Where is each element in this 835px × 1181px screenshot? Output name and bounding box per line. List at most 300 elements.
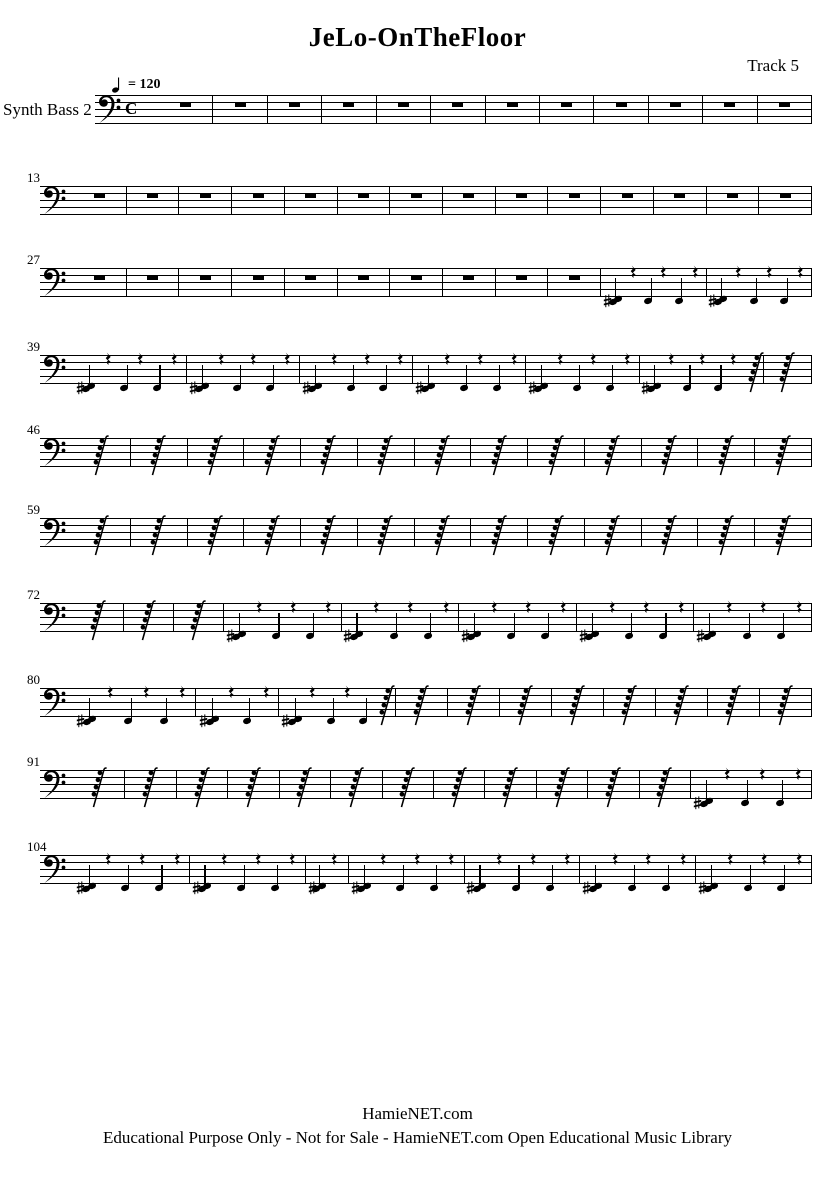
quarter-rest-icon [680, 852, 687, 867]
stem [782, 780, 783, 802]
measure [190, 841, 306, 905]
measure [601, 254, 706, 318]
measure [244, 424, 301, 488]
quarter-note [625, 589, 639, 653]
tremolo-rest-icon [263, 431, 281, 476]
staff-line [40, 841, 812, 905]
chord-note [206, 674, 220, 738]
tremolo-rest-icon [141, 763, 159, 808]
stem [750, 865, 751, 887]
measure-number: 27 [27, 252, 40, 267]
measure [396, 674, 448, 738]
bass-clef-icon [41, 854, 67, 884]
measure-number: 91 [27, 754, 40, 769]
barline [811, 186, 812, 215]
quarter-rest-icon [630, 265, 637, 280]
whole-rest-icon [727, 194, 738, 199]
quarter-note [359, 674, 373, 738]
quarter-rest-icon [364, 352, 371, 367]
measure [696, 841, 812, 905]
quarter-rest-icon [344, 685, 351, 700]
measure [459, 589, 577, 653]
bass-clef-icon [41, 185, 67, 215]
stem [721, 278, 722, 301]
chord-note [700, 756, 714, 820]
quarter-rest-icon [760, 600, 767, 615]
tremolo-rest-icon [490, 431, 508, 476]
quarter-note [124, 674, 138, 738]
measure [760, 674, 812, 738]
barline [811, 268, 812, 297]
stem [466, 365, 467, 387]
barline [811, 518, 812, 547]
measure [415, 424, 472, 488]
tremolo-rest-icon [604, 763, 622, 808]
stem [651, 278, 652, 300]
tremolo-rest-icon [747, 348, 765, 393]
measure [232, 254, 285, 318]
measures [74, 424, 812, 488]
quarter-note [460, 341, 474, 405]
measure [124, 589, 174, 653]
whole-rest-icon [622, 194, 633, 199]
measure [306, 841, 349, 905]
measure [601, 172, 654, 236]
quarter-note [233, 341, 247, 405]
measure [285, 172, 338, 236]
tremolo-rest-icon [398, 763, 416, 808]
whole-rest-icon [180, 103, 191, 108]
stem [249, 698, 250, 720]
measure [74, 341, 187, 405]
whole-rest-icon [147, 276, 158, 281]
tremolo-rest-icon [501, 763, 519, 808]
quarter-note [644, 254, 658, 318]
measure [301, 424, 358, 488]
quarter-rest-icon [407, 600, 414, 615]
quarter-note [243, 674, 257, 738]
measure [431, 81, 485, 145]
tremolo-rest-icon [320, 431, 338, 476]
measure [443, 254, 496, 318]
tremolo-rest-icon [568, 681, 586, 726]
stem [579, 365, 580, 387]
quarter-note [776, 756, 790, 820]
measures [74, 589, 812, 653]
stem [631, 613, 632, 635]
quarter-rest-icon [727, 852, 734, 867]
measure [698, 504, 755, 568]
measure-number: 59 [27, 502, 40, 517]
measure [642, 504, 699, 568]
quarter-rest-icon [660, 265, 667, 280]
measure [74, 589, 124, 653]
stem [787, 278, 788, 300]
quarter-note [347, 341, 361, 405]
measure [764, 341, 812, 405]
tremolo-rest-icon [603, 511, 621, 556]
quarter-note [120, 341, 134, 405]
quarter-note [541, 589, 555, 653]
quarter-note [379, 341, 393, 405]
quarter-rest-icon [735, 265, 742, 280]
tremolo-rest-icon [412, 681, 430, 726]
barline [811, 355, 812, 384]
quarter-rest-icon [107, 685, 114, 700]
quarter-rest-icon [414, 852, 421, 867]
measure-number: 13 [27, 170, 40, 185]
measure-number: 104 [27, 839, 47, 854]
measure [127, 172, 180, 236]
measure [485, 756, 536, 820]
quarter-rest-icon [726, 600, 733, 615]
measure [174, 589, 224, 653]
whole-rest-icon [200, 194, 211, 199]
stem [552, 865, 553, 887]
quarter-rest-icon [678, 600, 685, 615]
tremolo-rest-icon [655, 763, 673, 808]
stem [127, 365, 128, 387]
chord-note [357, 841, 371, 905]
measure [74, 172, 127, 236]
staff-line [40, 756, 812, 820]
whole-rest-icon [463, 194, 474, 199]
tremolo-rest-icon [774, 431, 792, 476]
quarter-rest-icon [309, 685, 316, 700]
stem [240, 365, 241, 387]
barline [811, 770, 812, 799]
quarter-rest-icon [174, 852, 181, 867]
tremolo-rest-icon [92, 511, 110, 556]
measure [642, 424, 699, 488]
quarter-rest-icon [477, 352, 484, 367]
whole-rest-icon [305, 194, 316, 199]
staff-line [40, 589, 812, 653]
quarter-rest-icon [143, 685, 150, 700]
measure [390, 254, 443, 318]
quarter-note [512, 841, 526, 905]
stem [615, 278, 616, 301]
stem [319, 865, 320, 888]
quarter-rest-icon [511, 352, 518, 367]
whole-rest-icon [147, 194, 158, 199]
quarter-note [237, 841, 251, 905]
chord-note [82, 341, 96, 405]
stem [273, 365, 274, 387]
measure [179, 172, 232, 236]
bass-clef-icon [41, 267, 67, 297]
measures [74, 341, 812, 405]
time-signature: C [125, 99, 138, 118]
measures [74, 504, 812, 568]
measure [268, 81, 322, 145]
stem [612, 365, 613, 387]
measure [471, 504, 528, 568]
tremolo-rest-icon [547, 431, 565, 476]
quarter-note [155, 841, 169, 905]
measure [654, 172, 707, 236]
measure [177, 756, 228, 820]
whole-rest-icon [200, 276, 211, 281]
tremolo-rest-icon [620, 681, 638, 726]
measure [358, 504, 415, 568]
stem [166, 698, 167, 720]
stem [518, 865, 519, 887]
whole-rest-icon [411, 194, 422, 199]
bass-clef-icon [41, 769, 67, 799]
measure-number: 39 [27, 339, 40, 354]
quarter-note [744, 841, 758, 905]
whole-rest-icon [358, 194, 369, 199]
barline [811, 95, 812, 124]
measure [300, 341, 413, 405]
tremolo-rest-icon [433, 431, 451, 476]
stem [592, 613, 593, 636]
quarter-rest-icon [759, 767, 766, 782]
measure [537, 756, 588, 820]
tremolo-rest-icon [295, 763, 313, 808]
quarter-note [271, 841, 285, 905]
tremolo-rest-icon [450, 763, 468, 808]
quarter-note [266, 341, 280, 405]
tremolo-rest-icon [92, 431, 110, 476]
tremolo-rest-icon [516, 681, 534, 726]
stem [396, 613, 397, 635]
chord-note [714, 254, 728, 318]
tremolo-rest-icon [672, 681, 690, 726]
whole-rest-icon [569, 276, 580, 281]
measure [448, 674, 500, 738]
tremolo-rest-icon [376, 511, 394, 556]
footer-notice: Educational Purpose Only - Not for Sale - HamieNET.com Open Educational Music Library [103, 1128, 732, 1147]
measure [224, 589, 342, 653]
quarter-rest-icon [612, 852, 619, 867]
stem [161, 865, 162, 887]
stem [548, 613, 549, 635]
chord-note [198, 841, 212, 905]
quarter-rest-icon [325, 600, 332, 615]
measure [159, 81, 213, 145]
quarter-note [306, 589, 320, 653]
stem [202, 365, 203, 388]
staff-line [40, 172, 812, 236]
quarter-rest-icon [380, 852, 387, 867]
stem [436, 865, 437, 887]
measure [413, 341, 526, 405]
tremolo-rest-icon [490, 511, 508, 556]
stem [784, 865, 785, 887]
quarter-rest-icon [724, 767, 731, 782]
measure-number: 46 [27, 422, 40, 437]
quarter-note [153, 341, 167, 405]
quarter-rest-icon [179, 685, 186, 700]
chord-note [288, 674, 302, 738]
whole-rest-icon [358, 276, 369, 281]
tremolo-rest-icon [206, 431, 224, 476]
stem [295, 698, 296, 721]
measures [74, 841, 812, 905]
whole-rest-icon [670, 103, 681, 108]
staff-line [40, 254, 812, 318]
quarter-note [546, 841, 560, 905]
stem [428, 365, 429, 388]
quarter-rest-icon [331, 852, 338, 867]
quarter-rest-icon [139, 852, 146, 867]
measures [74, 172, 812, 236]
quarter-rest-icon [668, 352, 675, 367]
measure [496, 254, 549, 318]
quarter-rest-icon [609, 600, 616, 615]
chord-note [421, 341, 435, 405]
measure [434, 756, 485, 820]
tremolo-rest-icon [724, 681, 742, 726]
quarter-note [675, 254, 689, 318]
whole-rest-icon [253, 276, 264, 281]
quarter-rest-icon [137, 352, 144, 367]
staff-line [40, 674, 812, 738]
measure [322, 81, 376, 145]
measure [640, 756, 691, 820]
quarter-rest-icon [443, 600, 450, 615]
tremolo-rest-icon [547, 511, 565, 556]
quarter-note [662, 841, 676, 905]
quarter-note [390, 589, 404, 653]
stem [665, 613, 666, 635]
quarter-rest-icon [289, 852, 296, 867]
measures [74, 756, 812, 820]
tremolo-rest-icon [717, 511, 735, 556]
measure [707, 172, 760, 236]
measure [594, 81, 648, 145]
whole-rest-icon [94, 276, 105, 281]
measure [232, 172, 285, 236]
page-title: JeLo-OnTheFloor [308, 22, 527, 52]
measure [649, 81, 703, 145]
tremolo-rest-icon [660, 431, 678, 476]
quarter-rest-icon [397, 352, 404, 367]
measure [691, 756, 812, 820]
barline [811, 603, 812, 632]
stem [89, 865, 90, 888]
stem [783, 613, 784, 635]
measures [159, 81, 812, 145]
quarter-rest-icon [105, 852, 112, 867]
stem [212, 698, 213, 721]
measure [228, 756, 279, 820]
stem [514, 613, 515, 635]
tremolo-rest-icon [660, 511, 678, 556]
stem [474, 613, 475, 636]
quarter-rest-icon [373, 600, 380, 615]
tremolo-rest-icon [89, 596, 107, 641]
instrument-label: Synth Bass 2 [3, 100, 92, 119]
chord-note [308, 341, 322, 405]
whole-rest-icon [253, 194, 264, 199]
stem [756, 278, 757, 300]
stem [709, 613, 710, 636]
measure [528, 504, 585, 568]
stem [366, 698, 367, 720]
stem [689, 365, 690, 387]
measure [127, 254, 180, 318]
stem [159, 365, 160, 387]
measure [74, 254, 127, 318]
measure [548, 172, 601, 236]
chord-note [609, 254, 623, 318]
tremolo-rest-icon [90, 763, 108, 808]
chord-note [312, 841, 326, 905]
stem [681, 278, 682, 300]
stem [634, 865, 635, 887]
quarter-rest-icon [796, 852, 803, 867]
quarter-rest-icon [761, 852, 768, 867]
whole-rest-icon [398, 103, 409, 108]
stem [278, 613, 279, 635]
bass-clef-icon [96, 94, 122, 124]
barline [811, 438, 812, 467]
quarter-rest-icon [444, 352, 451, 367]
chord-note [232, 589, 246, 653]
measure [465, 841, 581, 905]
measure [131, 504, 188, 568]
tremolo-rest-icon [149, 511, 167, 556]
measure [585, 504, 642, 568]
stem [479, 865, 480, 888]
measure [187, 341, 300, 405]
whole-rest-icon [305, 276, 316, 281]
quarter-rest-icon [796, 600, 803, 615]
measure [585, 424, 642, 488]
stem [541, 365, 542, 388]
quarter-rest-icon [766, 265, 773, 280]
bass-clef-icon [41, 437, 67, 467]
whole-rest-icon [674, 194, 685, 199]
measure [604, 674, 656, 738]
stem [430, 613, 431, 635]
quarter-note [160, 674, 174, 738]
measure [279, 674, 395, 738]
measure [577, 589, 695, 653]
stem [720, 365, 721, 387]
measure [759, 172, 812, 236]
measure [552, 674, 604, 738]
measure [496, 172, 549, 236]
stem [706, 780, 707, 803]
quarter-note [573, 341, 587, 405]
whole-rest-icon [235, 103, 246, 108]
quarter-rest-icon [797, 265, 804, 280]
tremolo-rest-icon [553, 763, 571, 808]
tremolo-rest-icon [378, 681, 396, 726]
stem [315, 365, 316, 388]
tremolo-rest-icon [139, 596, 157, 641]
staff-line [40, 341, 812, 405]
quarter-rest-icon [795, 767, 802, 782]
stem [239, 613, 240, 636]
quarter-note [659, 589, 673, 653]
quarter-note [121, 841, 135, 905]
quarter-rest-icon [525, 600, 532, 615]
quarter-rest-icon [491, 600, 498, 615]
footer-site: HamieNET.com [362, 1104, 473, 1123]
stem [364, 865, 365, 888]
quarter-note [272, 589, 286, 653]
chord-note [82, 841, 96, 905]
measure [390, 172, 443, 236]
measure [196, 674, 279, 738]
quarter-note [714, 341, 728, 405]
measure [188, 504, 245, 568]
